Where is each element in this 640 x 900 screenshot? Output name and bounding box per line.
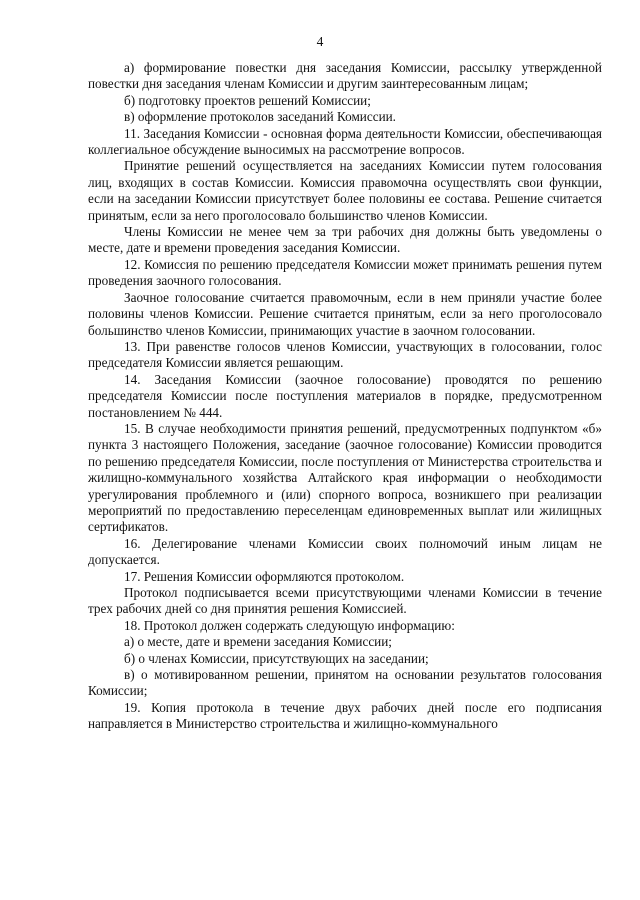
paragraph: 13. При равенстве голосов членов Комиссии, участвующих в голосовании, голос председателя Комиссии является решающим. [88, 338, 602, 371]
paragraph: б) о членах Комиссии, присутствующих на заседании; [124, 650, 429, 666]
paragraph: 18. Протокол должен содержать следующую информацию: [124, 617, 455, 633]
document-body [88, 60, 602, 733]
paragraph: в) оформление протоколов заседаний Комиссии. [124, 109, 396, 125]
paragraph: Члены Комиссии не менее чем за три рабочих дня должны быть уведомлены о месте, дате и времени проведения заседания Комиссии. [88, 224, 602, 256]
paragraph: 12. Комиссия по решению председателя Комиссии может принимать решения путем проведения заочного голосования. [88, 256, 602, 289]
page-number: 4 [316, 34, 324, 49]
paragraph: Протокол подписывается всеми присутствующими членами Комиссии в течение трех рабочих дней со дня принятия решения Комиссией. [88, 585, 602, 617]
paragraph: 14. Заседания Комиссии (заочное голосование) проводятся по решению председателя Комиссии после поступления материалов в порядке, предусмотренном постановлением № 444. [88, 371, 602, 420]
paragraph: а) о месте, дате и времени заседания Комиссии; [124, 634, 392, 650]
paragraph: в) о мотивированном решении, принятом на основании результатов голосования Комиссии; [88, 667, 602, 699]
paragraph: б) подготовку проектов решений Комиссии; [124, 92, 371, 108]
paragraph: 19. Копия протокола в течение двух рабочих дней после его подписания направляется в Министерство строительства и жилищно-коммунального [88, 699, 602, 732]
paragraph: 15. В случае необходимости принятия решений, предусмотренных подпунктом «б» пункта 3 настоящего Положения, заседание (заочное голосование) Комиссии проводится по решению председателя Комиссии, после поступления от Министерства строительства и жилищно-коммунального хозяйства Алтайского края информации о необходимости урегулирования проблемного и (или) спорного вопроса, возникшего при реализации мероприятий по предоставлению переселенцам единовременных выплат или жилищных сертификатов. [88, 420, 602, 535]
paragraph: 17. Решения Комиссии оформляются протоколом. [124, 568, 405, 584]
paragraph: 16. Делегирование членами Комиссии своих полномочий иным лицам не допускается. [88, 535, 602, 568]
paragraph: 11. Заседания Комиссии - основная форма деятельности Комиссии, обеспечивающая коллегиальное обсуждение выносимых на рассмотрение вопросов. [88, 125, 602, 158]
paragraph: а) формирование повестки дня заседания Комиссии, рассылку утвержденной повестки дня заседания членам Комиссии и другим заинтересованным лицам; [88, 60, 602, 92]
paragraph: Заочное голосование считается правомочным, если в нем приняли участие более половины членов Комиссии. Решение считается принятым, если за него проголосовало большинство членов Комиссии, принимающих участие в заочном голосовании. [88, 289, 602, 338]
paragraph: Принятие решений осуществляется на заседаниях Комиссии путем голосования лиц, входящих в состав Комиссии. Комиссия правомочна осуществлять свои функции, если на заседании Комиссии присутствует более половины ее состава. Решение считается принятым, если за него проголосовало большинство членов Комиссии. [88, 158, 602, 223]
